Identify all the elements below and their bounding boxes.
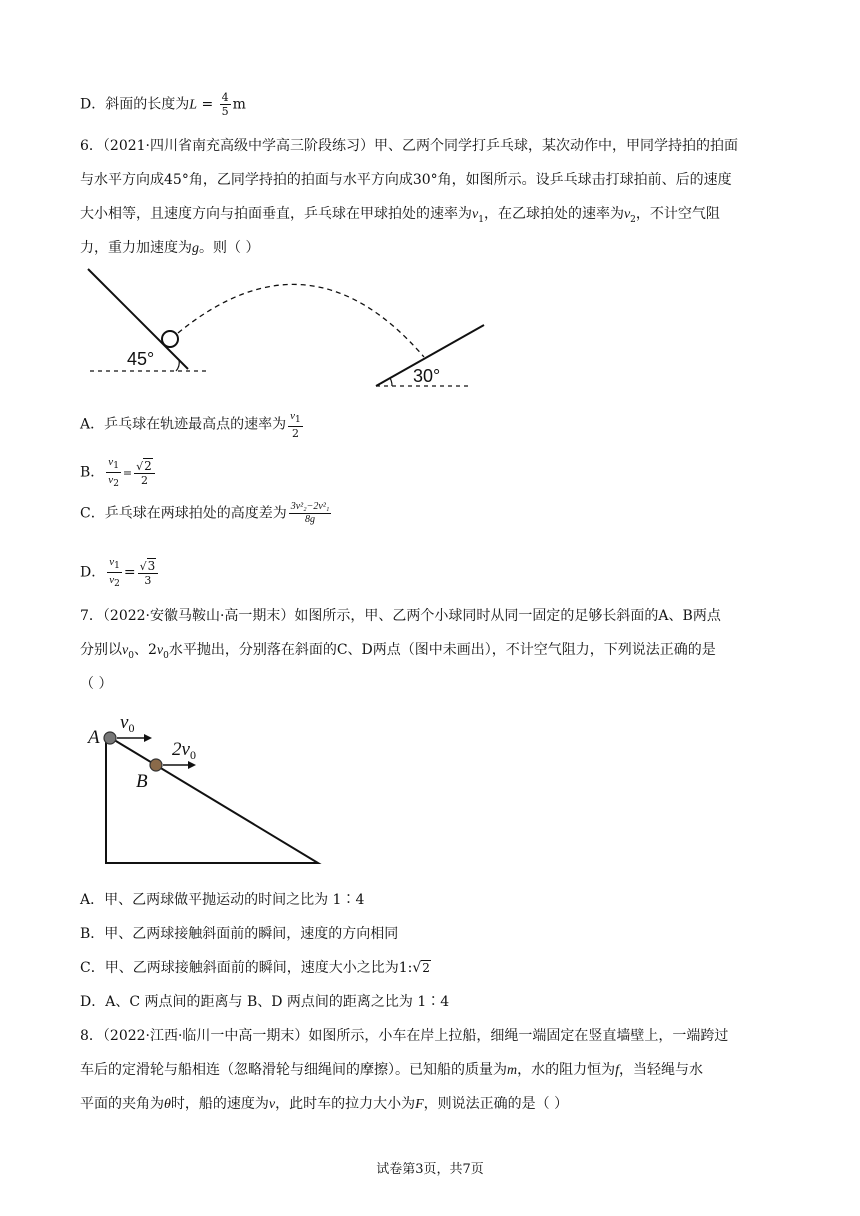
frac-den [107, 573, 122, 589]
q6-option-c-text: C．乒乓球在两球拍处的高度差为 [80, 505, 287, 522]
radicand: 3 [147, 558, 156, 573]
label-v0 [120, 712, 134, 735]
q6-line2: 与水平方向成45°角，乙同学持拍的拍面与水平方向成30°角，如图所示。设乒乓球击打球拍前、后的速度 [80, 172, 732, 188]
q6-line4-b: 。则（ ） [199, 240, 260, 256]
var-F: F [415, 1097, 424, 1112]
q6-option-b-label: B． [80, 464, 105, 481]
radicand: 2 [422, 961, 430, 975]
var-v0: v [122, 643, 129, 658]
sub-0: 0 [163, 650, 169, 661]
var-v1: v [472, 207, 479, 222]
left-angle-arc [176, 360, 179, 371]
angle-label-30: 30° [413, 366, 441, 386]
eq-sign: = [197, 96, 218, 113]
fraction-sqrt2-2 [134, 460, 155, 486]
q7-option-a: A．甲、乙两球做平抛运动的时间之比为 1∶4 [80, 892, 365, 908]
frac-den: 3 [144, 573, 152, 587]
label-a: A [88, 727, 100, 748]
q6-option-d [80, 556, 160, 589]
q7-option-b: B．甲、乙两球接触斜面前的瞬间，速度的方向相同 [80, 926, 399, 942]
sub-1: 1 [478, 214, 484, 225]
frac-num: √2 [134, 460, 155, 474]
arrow-2v0-head [188, 761, 196, 769]
q7-line2 [80, 640, 716, 666]
fraction-4-5 [220, 92, 231, 117]
q8-line2-a: 车后的定滑轮与船相连（忽略滑轮与细绳间的摩擦）。已知船的质量为 [80, 1062, 507, 1078]
q8-line2-b: ，水的阻力恒为 [517, 1062, 616, 1078]
fraction-v1-2 [288, 410, 303, 439]
q6-line1: 6．（2021·四川省南充高级中学高三阶段练习）甲、乙两个同学打乒乓球，某次动作中，甲同学持拍的拍面 [80, 138, 738, 154]
var-m: m [507, 1063, 518, 1078]
sub-2: 2 [114, 579, 120, 590]
ball-a [104, 732, 116, 744]
q7-option-c-text: C．甲、乙两球接触斜面前的瞬间，速度大小之比为 [80, 960, 399, 976]
right-angle-arc [390, 378, 392, 386]
q6-line3-c: ，不计空气阻 [635, 206, 720, 222]
unit-m: m [232, 96, 246, 113]
q8-line3-d: ，则说法正确的是（ ） [423, 1096, 569, 1112]
sub-1: 1 [114, 561, 120, 572]
incline-triangle [106, 735, 318, 863]
q8-line3-a: 平面的夹角为 [80, 1096, 164, 1112]
frac-den: 8g [305, 514, 315, 525]
frac-num: 4 [221, 91, 229, 104]
fraction-height-diff [289, 502, 332, 525]
q5-option-d [80, 92, 246, 117]
q8-line2 [80, 1060, 703, 1081]
q7-line3: （ ） [80, 676, 113, 692]
label-v0-sub: 0 [128, 721, 135, 735]
q6-option-c [80, 502, 333, 525]
frac-den [106, 473, 121, 489]
q6-option-d-label: D． [80, 564, 106, 581]
var-v2: v [623, 207, 631, 222]
fraction-sqrt3-3 [138, 560, 159, 586]
var-v: v [109, 574, 115, 587]
var-f: f [615, 1063, 620, 1078]
arrow-v0-head [144, 734, 152, 742]
coef-2: 2 [147, 642, 157, 658]
q8-line2-c: ，当轻绳与水 [619, 1062, 704, 1078]
ball-b [150, 759, 162, 771]
fraction-v1-v2 [107, 556, 122, 589]
label-2v0 [172, 739, 196, 762]
frac-num: 3v²₂−2v²₁ [290, 501, 330, 512]
frac-den: 5 [221, 105, 229, 118]
sub-1: 1 [113, 461, 119, 472]
frac-num: √3 [138, 560, 159, 574]
var-g: g [192, 241, 199, 256]
q7-figure [80, 705, 340, 870]
q8-line1: 8．（2022·江西·临川一中高一期末）如图所示，小车在岸上拉船，细绳一端固定在竖直墙壁上，一端跨过 [80, 1028, 729, 1044]
ratio-1: 1: [398, 960, 413, 976]
q6-line3-a: 大小相等，且速度方向与拍面垂直，乒乓球在甲球拍处的速率为 [80, 206, 472, 222]
q7-option-d: D．A、C 两点间的距离与 B、D 两点间的距离之比为 1∶4 [80, 994, 450, 1010]
frac-num [107, 556, 122, 573]
frac-den: 2 [140, 473, 148, 487]
sub-2: 2 [113, 479, 119, 490]
eq-sign: = [122, 466, 133, 480]
q7-line2-b: 、 [133, 642, 148, 658]
sub-0: 0 [128, 650, 134, 661]
q6-option-a-text: A．乒乓球在轨迹最高点的速率为 [80, 416, 287, 433]
var-v: v [108, 456, 114, 468]
var-v: v [268, 1097, 276, 1112]
var-theta: θ [164, 1097, 171, 1112]
frac-den: 2 [291, 427, 299, 441]
q8-line3 [80, 1094, 568, 1115]
q6-line3 [80, 204, 720, 230]
q6-line4-a: 力，重力加速度为 [80, 240, 192, 256]
q8-line3-b: 时，船的速度为 [170, 1096, 269, 1112]
var-L: L [189, 97, 198, 113]
var-v: v [108, 474, 114, 487]
q6-line4 [80, 238, 259, 259]
q7-line1: 7．（2022·安徽马鞍山·高一期末）如图所示，甲、乙两个小球同时从同一固定的足够长斜面的A、B两点 [80, 608, 721, 624]
var-v0: v [156, 643, 164, 658]
sub-1: 1 [295, 415, 301, 426]
var-v: v [109, 556, 115, 568]
q7-line2-a: 分别以 [80, 642, 122, 658]
q5-option-d-text: D．斜面的长度为 [80, 96, 190, 113]
label-2v0-sub: 0 [189, 748, 196, 762]
eq-sign: = [123, 564, 136, 581]
label-v0-v: v [120, 712, 129, 733]
label-b: B [136, 771, 148, 792]
trajectory-dashed [178, 284, 424, 357]
ball [162, 331, 178, 347]
frac-num [106, 456, 121, 473]
q6-figure [80, 265, 500, 390]
frac-num [288, 410, 303, 427]
page-footer: 试卷第3页，共7页 [376, 1162, 484, 1177]
q6-option-b [80, 456, 157, 489]
q6-line3-b: ，在乙球拍处的速率为 [483, 206, 624, 222]
q7-line2-c: 水平抛出，分别落在斜面的C、D两点（图中未画出），不计空气阻力，下列说法正确的是 [168, 642, 716, 658]
q6-option-a [80, 410, 305, 439]
q7-option-c: C．甲、乙两球接触斜面前的瞬间，速度大小之比为1:√2 [80, 960, 430, 976]
angle-label-45: 45° [127, 349, 155, 369]
sub-2: 2 [630, 214, 636, 225]
fraction-v1-v2 [106, 456, 121, 489]
var-v: v [290, 410, 296, 422]
radicand: 2 [144, 458, 152, 473]
label-2v0-v: 2v [172, 739, 190, 760]
q8-line3-c: ，此时车的拉力大小为 [275, 1096, 416, 1112]
